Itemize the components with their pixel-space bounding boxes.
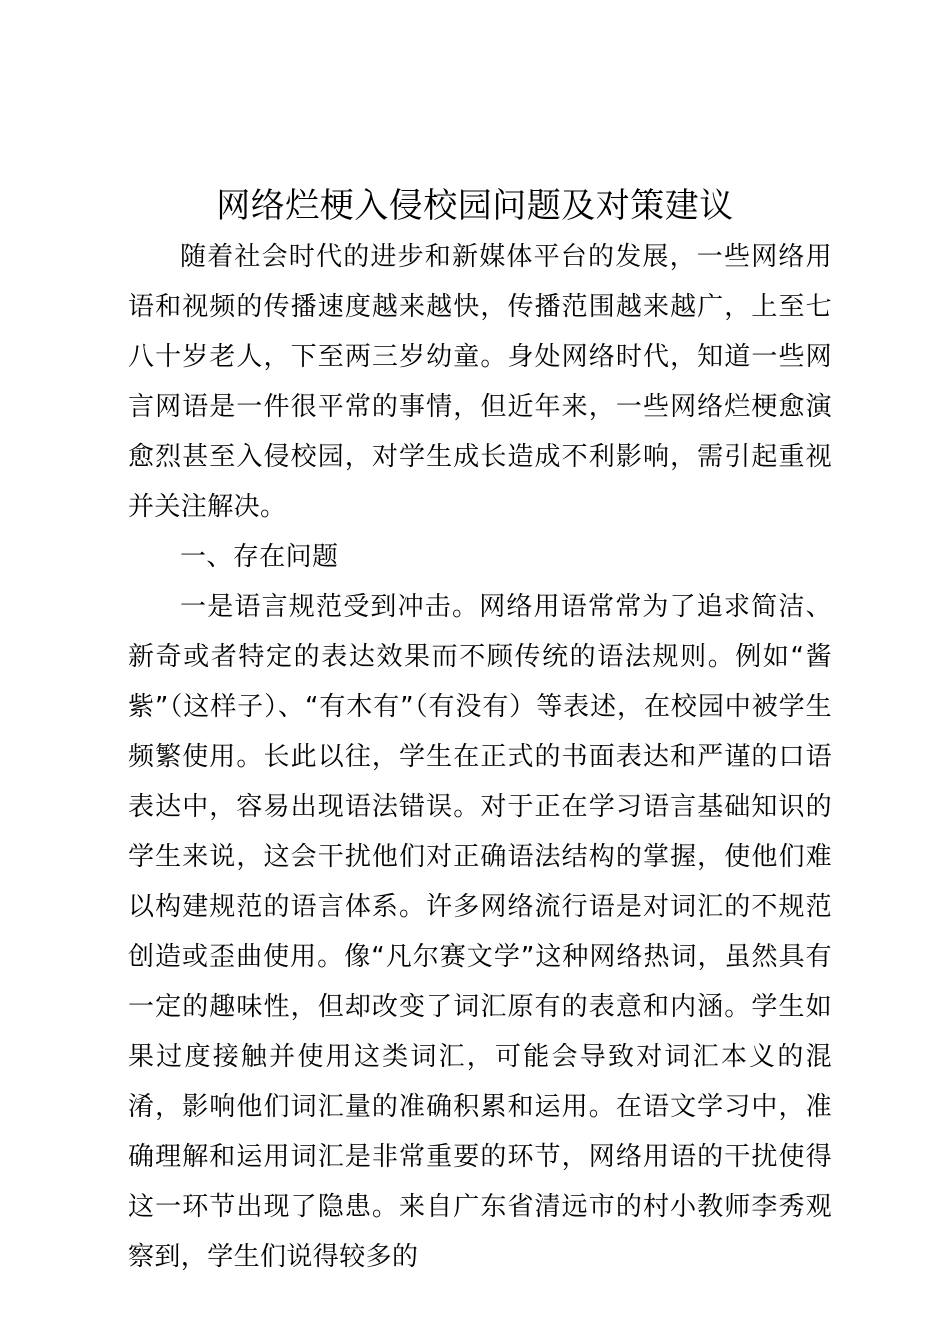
- section-heading: 一、存在问题: [180, 542, 339, 572]
- body-paragraph: 一是语言规范受到冲击。网络用语常常为了追求简洁、新奇或者特定的表达效果而不顾传统的语法规则。例如“酱紫”（这样子）、“有木有”（有没有）等表述，在校园中被学生频繁使用。长此以往，学生在正式的书面表达和严谨的口语表达中，容易出现语法错误。对于正在学习语言基础知识的学生来说，这会干扰他们对正确语法结构的掌握，使他们难以构建规范的语言体系。许多网络流行语是对词汇的不规范创造或歪曲使用。像“凡尔赛文学”这种网络热词，虽然具有一定的趣味性，但却改变了词汇原有的表意和内涵。学生如果过度接触并使用这类词汇，可能会导致对词汇本义的混淆，影响他们词汇量的准确积累和运用。在语文学习中，准确理解和运用词汇是非常重要的环节，网络用语的干扰使得这一环节出现了隐患。来自广东省清远市的村小教师李秀观察到，学生们说得较多的: [128, 592, 832, 1272]
- document-title: 网络烂梗入侵校园问题及对策建议: [216, 186, 734, 226]
- document-body: [128, 232, 832, 1282]
- intro-paragraph: 随着社会时代的进步和新媒体平台的发展，一些网络用语和视频的传播速度越来越快，传播范围越来越广，上至七八十岁老人，下至两三岁幼童。身处网络时代，知道一些网言网语是一件很平常的事情，但近年来，一些网络烂梗愈演愈烈甚至入侵校园，对学生成长造成不利影响，需引起重视并关注解决。: [128, 242, 832, 522]
